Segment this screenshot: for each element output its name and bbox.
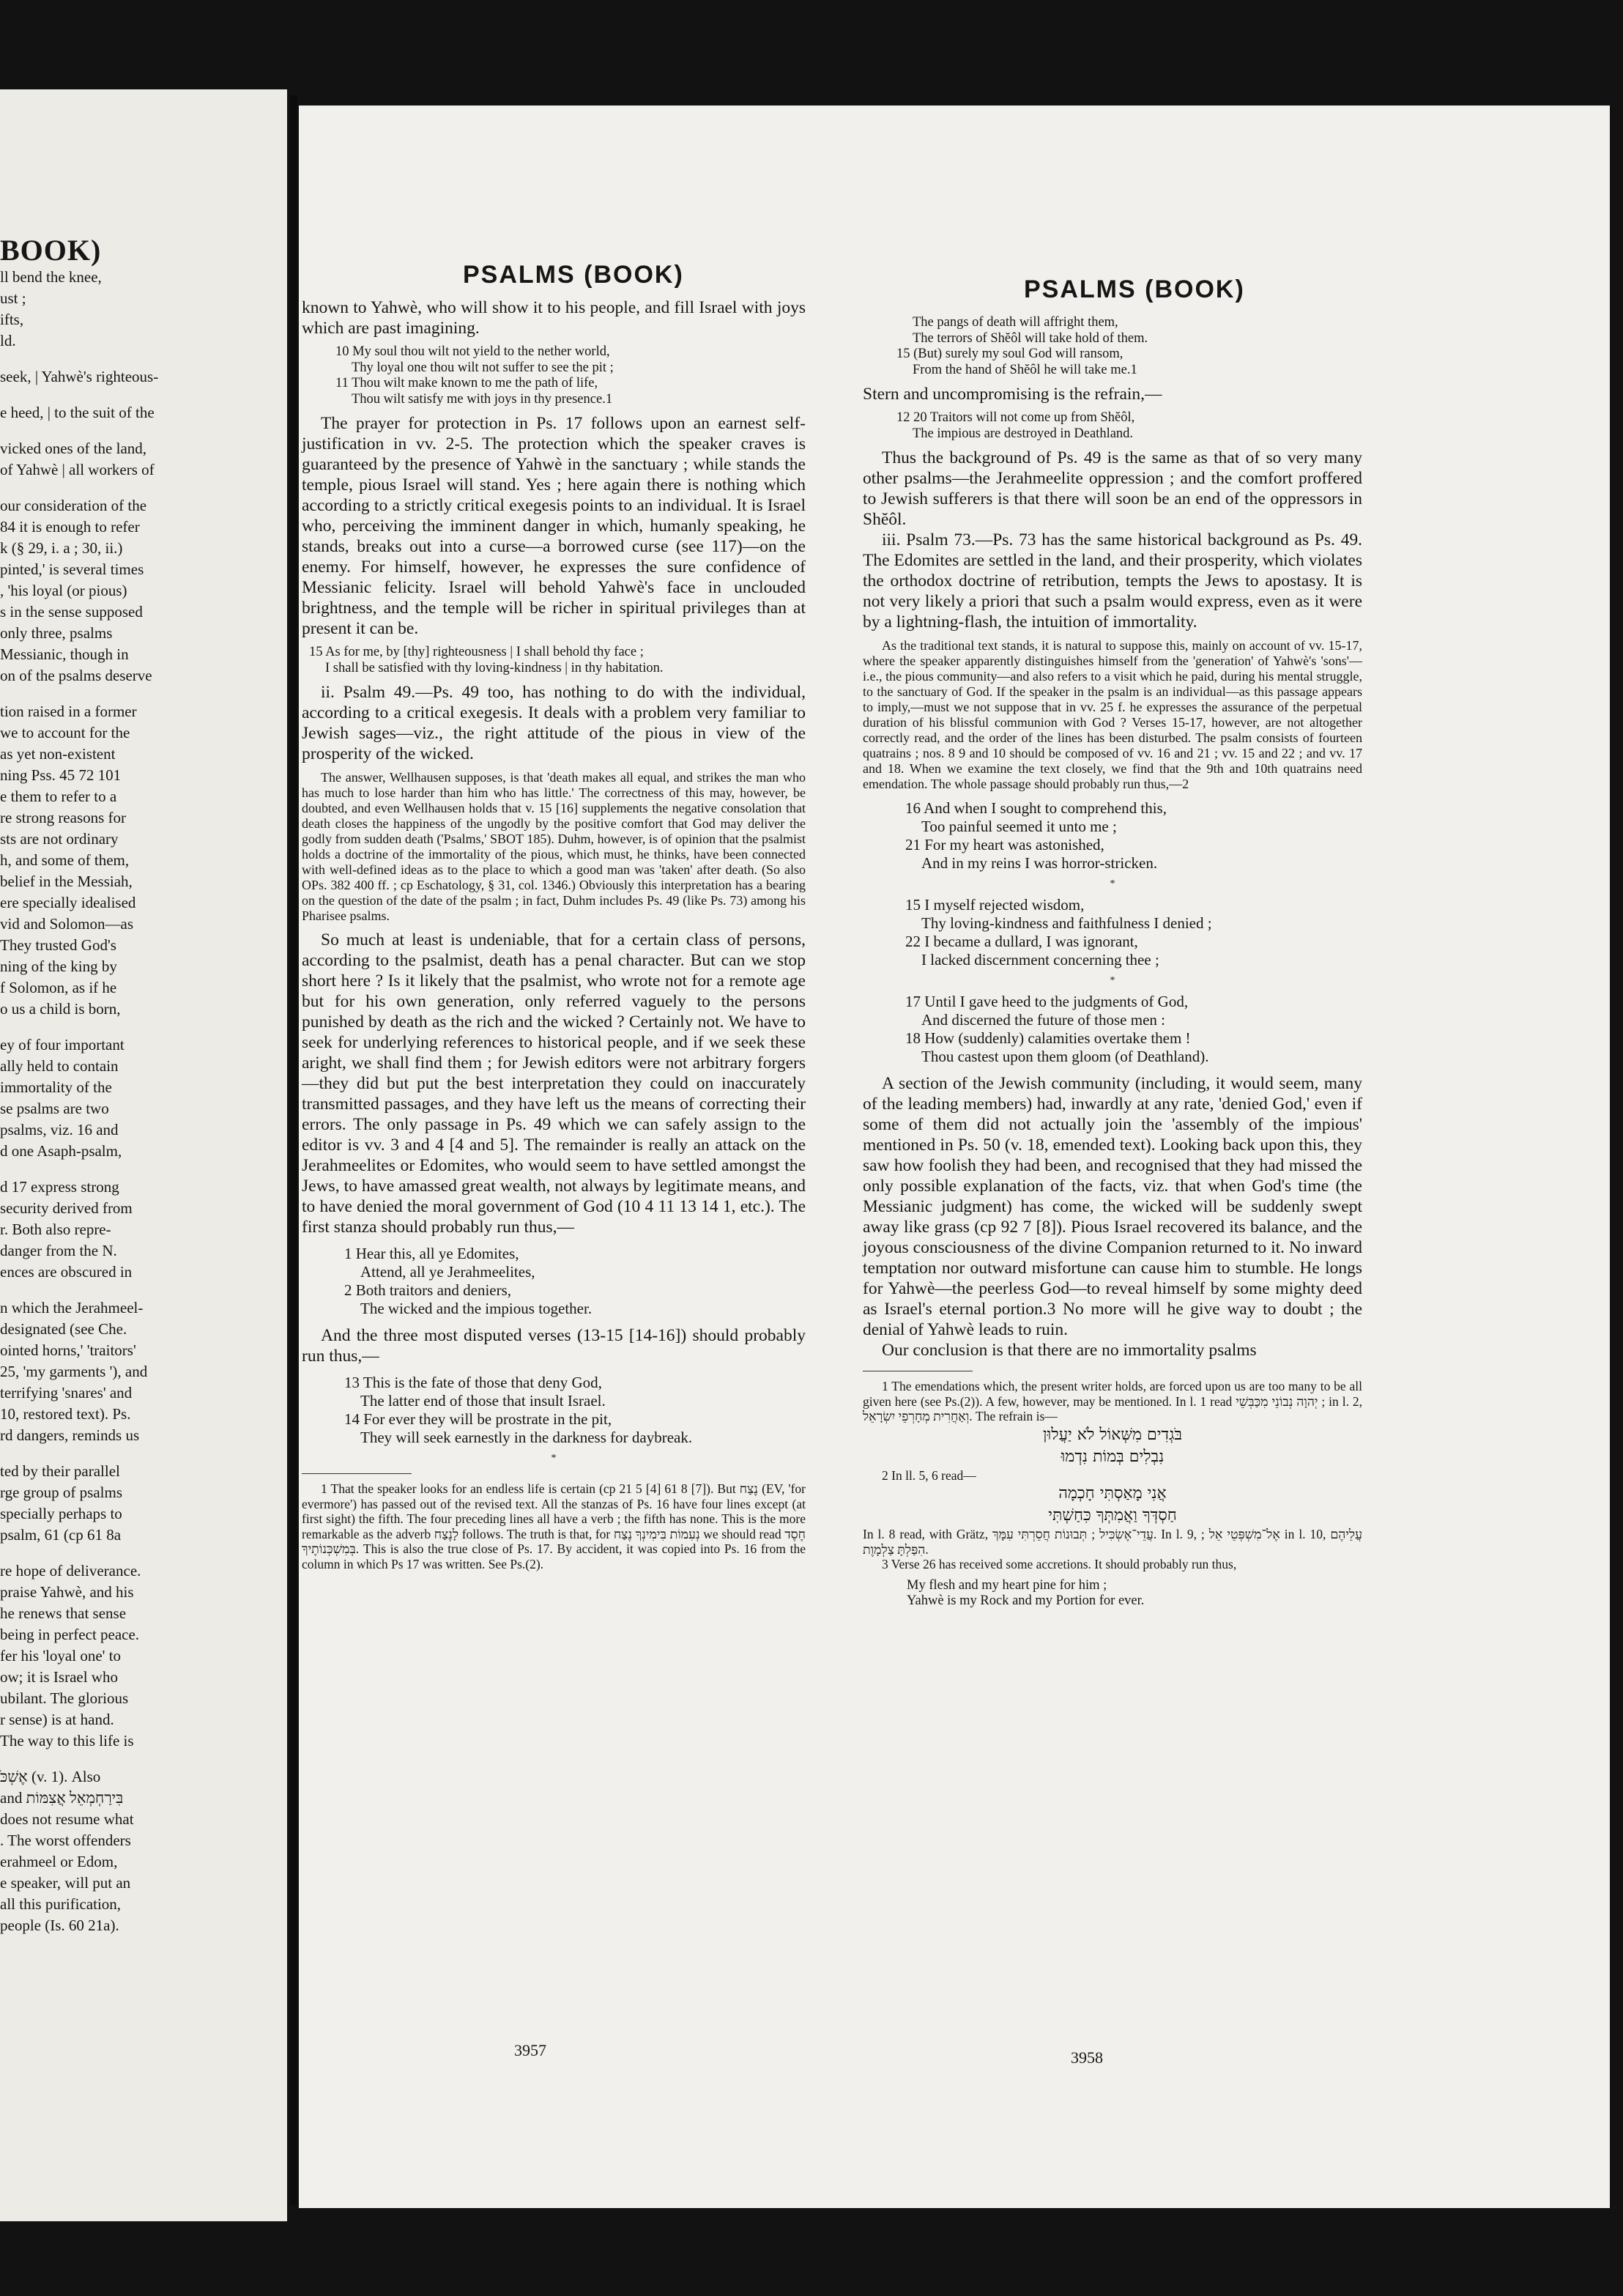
left-page-line: ning Pss. 45 72 101: [0, 766, 122, 784]
col1-paragraph-4: And the three most disputed verses (13-15 [14-16]) should probably run thus,—: [302, 1326, 806, 1366]
col1-verse-2: [302, 645, 806, 676]
verse-line: Too painful seemed it unto me ;: [921, 818, 1117, 835]
left-page-line: danger from the N.: [0, 1242, 117, 1259]
left-page-line: sts are not ordinary: [0, 830, 119, 848]
col1-paragraph-2: ii. Psalm 49.—Ps. 49 too, has nothing to do with the individual, according to a critical exegesis. It deals with a problem very familiar to Jewish sages—viz., the right attitude of the pious in view of the prosperity of the wicked.: [302, 683, 806, 763]
verse-line: 14 For ever they will be prostrate in the pit,: [344, 1410, 612, 1428]
col2-line-1: Stern and uncompromising is the refrain,—: [863, 385, 1162, 404]
verse-line: 2 Both traitors and deniers,: [344, 1281, 512, 1299]
verse-line: I shall be satisfied with thy loving-kindness | in thy habitation.: [325, 660, 664, 675]
left-page-line: praise Yahwè, and his: [0, 1583, 134, 1601]
left-page-line: Messianic, though in: [0, 645, 129, 663]
line-gap: [0, 423, 287, 438]
left-page-line: ll bend the knee,: [0, 268, 102, 286]
col2-footnote-verse: [863, 1578, 1362, 1610]
left-page-line: and בִּירַחְמְאֵל אֲצִמּוֹת: [0, 1789, 124, 1807]
col2-paragraph-3: A section of the Jewish community (including, it would seem, many of the leading members) had, inwardly at any rate, 'denied God,' even if some of them did not actually join the 'assembly of the impious' mentioned in Ps. 50 (v. 18, emended text). Looking back upon this, they saw how foolish they had been, and recognised that they had missed the only possible explanation of the facts, viz. that when God's time (the Messianic judgment) has come, the wicked will be suddenly swept away like grass (cp 92 7 [8]). Pious Israel recovered its balance, and the joyous consciousness of the divine Companion returned to it. No inward temptation nor outward misfortune can cause him to stumble. He longs for Yahwè—the peerless God—to reveal himself by some mighty deed as Israel's eternal portion.3 No more will he give way to doubt ; the denial of Yahwè leads to ruin.: [863, 1074, 1362, 1339]
verse-line: 22 I became a dullard, I was ignorant,: [905, 933, 1138, 950]
hebrew-line: נִבְלִים בְּמוֹת נִדְמוּ: [1061, 1447, 1165, 1466]
left-page-line: of Yahwè | all workers of: [0, 461, 155, 478]
left-page-line: 10, restored text). Ps.: [0, 1405, 131, 1423]
left-page-line: vid and Solomon—as: [0, 915, 133, 933]
col2-verse-2: [863, 410, 1362, 442]
left-page-line: designated (see Che.: [0, 1320, 127, 1338]
column-2-title: PSALMS (BOOK): [1024, 275, 1245, 303]
page-gutter: [290, 95, 297, 2205]
col1-intro: known to Yahwè, who will show it to his people, and fill Israel with joys which are past imagining.: [302, 298, 806, 338]
left-page-line: d one Asaph-psalm,: [0, 1142, 122, 1160]
left-page-line: vicked ones of the land,: [0, 440, 147, 457]
verse-line: Thou wilt satisfy me with joys in thy presence.1: [352, 391, 613, 407]
left-page-line: k (§ 29, i. a ; 30, ii.): [0, 539, 123, 557]
left-page-line: rd dangers, reminds us: [0, 1426, 140, 1444]
line-gap: [0, 1546, 287, 1560]
left-page-line: ld.: [0, 332, 16, 349]
col2-footnote-3: In l. 8 read, with Grätz, עֲדֵי־אֶשְׂכִּיל ; תְּבוּנוֹת חֲסֵרְתִּי עִמָּךְ. In l. 9, ; אֶל־מִשְׁפְּטֵי אֵל in l. 10, עֲלֵיהֶם הִפַּלְתָּ צַלְמָוֶת.: [863, 1527, 1362, 1557]
left-page-line: he renews that sense: [0, 1604, 127, 1622]
left-page-line: people (Is. 60 21a).: [0, 1917, 119, 1934]
left-page-line: tion raised in a former: [0, 703, 137, 720]
left-page-line: re hope of deliverance.: [0, 1562, 141, 1580]
col2-verse-4: [905, 896, 1362, 969]
verse-line: Attend, all ye Jerahmeelites,: [360, 1263, 535, 1281]
hebrew-line: אֲנִי מָאַסְתִּי חָכְמָה: [1058, 1484, 1167, 1503]
col2-paragraph-1: Thus the background of Ps. 49 is the same as that of so very many other psalms—the Jerahmeelite oppression ; and the comfort proffered to Jewish sufferers is that there will soon be an end of the oppressors in Shĕôl.: [863, 448, 1362, 529]
verse-line: Thy loving-kindness and faithfulness I denied ;: [921, 914, 1212, 932]
section-star: *: [1110, 975, 1115, 986]
line-gap: [0, 352, 287, 366]
col1-footnote: 1 That the speaker looks for an endless life is certain (cp 21 5 [4] 61 8 [7]). But נֶצַח (EV, 'for evermore') has passed out of the revised text. All the stanzas of Ps. 16 have four lines except (at first sight) the fifth. The four preceding lines all have a verb ; the fifth has none. This is the more remarkable as the adverb לָנֶצַח follows. The truth is that, for נְעִמוֹת בִּימִינְךָ נֶצַח we should read חֶסֶד בְּמִשְׁכְּנוֹתֶיךָ. This is also the true close of Ps. 17. By accident, it was copied into Ps. 16 from the column in which Ps 17 was written. See Ps.(2).: [302, 1481, 806, 1571]
line-gap: [0, 1446, 287, 1461]
left-page-line: d 17 express strong: [0, 1178, 119, 1196]
line-gap: [0, 686, 287, 701]
left-page-line: s in the sense supposed: [0, 603, 143, 621]
left-page-line: 25, 'my garments '), and: [0, 1363, 148, 1380]
hebrew-line: חַסְדְּךָ וַאֲמִתְּךָ כִּחַשְׁתִּי: [1048, 1506, 1177, 1525]
left-page-text: [0, 267, 287, 1936]
line-gap: [0, 1283, 287, 1297]
left-page-line: fer his 'loyal one' to: [0, 1647, 122, 1664]
page-number-right: 3958: [1071, 2048, 1103, 2067]
verse-line: 11 Thou wilt make known to me the path of life,: [335, 376, 598, 390]
verse-line: 16 And when I sought to comprehend this,: [905, 799, 1167, 817]
left-page-line: ubilant. The glorious: [0, 1689, 129, 1707]
verse-line: The latter end of those that insult Israel.: [360, 1392, 606, 1410]
left-page-line: does not resume what: [0, 1810, 134, 1828]
column-1: [302, 297, 806, 1571]
verse-line: 15 As for me, by [thy] righteousness | I shall behold thy face ;: [309, 645, 644, 659]
line-gap: [0, 481, 287, 495]
left-page-line: r. Both also repre-: [0, 1221, 111, 1238]
left-page-line: psalm, 61 (cp 61 8a: [0, 1526, 122, 1544]
col1-verse-4: [344, 1374, 806, 1447]
section-star: *: [551, 1453, 557, 1464]
left-page-line: only three, psalms: [0, 624, 113, 642]
verse-line: 17 Until I gave heed to the judgments of God,: [905, 993, 1189, 1010]
verse-line: The impious are destroyed in Deathland.: [913, 426, 1134, 441]
col2-verse-1: [863, 315, 1362, 378]
verse-line: 15 I myself rejected wisdom,: [905, 896, 1085, 914]
col2-paragraph-2: iii. Psalm 73.—Ps. 73 has the same historical background as Ps. 49. The Edomites are settled in the land, and their prosperity, which violates the orthodox doctrine of retribution, tempts the Jews to apostasy. It is not very likely a priori that such a psalm would express, even as it were by a lightning-flash, the intuition of immortality.: [863, 530, 1362, 632]
verse-line: Thou castest upon them gloom (of Deathland).: [921, 1048, 1209, 1065]
left-page-line: all this purification,: [0, 1895, 122, 1913]
left-page-line: pinted,' is several times: [0, 560, 144, 578]
col1-paragraph-3: So much at least is undeniable, that for a certain class of persons, according to the psalmist, death has a penal character. But can we stop short here ? Is it likely that the psalmist, who wrote not for a remote age but for his own generation, only referred vaguely to the persons punished by death as the rich and the wicked ? Certainly not. We have to seek for underlying references to historical people, and if we seek these aright, we shall find them ; for Jewish editors were not arbitrary forgers—they did but put the best interpretation they could on inaccurately transmitted passages, and they have left us the means of correcting their errors. The only passage in Ps. 49 which we can safely assign to the editor is vv. 3 and 4 [4 and 5]. The remainder is really an attack on the Jerahmeelites or Edomites, who would seem to have settled amongst the Jews, to have amassed great wealth, not always by legitimate means, and to have denied the moral government of God (10 4 11 13 14 1, etc.). The first stanza should probably run thus,—: [302, 930, 806, 1237]
verse-line: They will seek earnestly in the darkness for daybreak.: [360, 1429, 693, 1446]
line-gap: [0, 1162, 287, 1177]
verse-line: The pangs of death will affright them,: [913, 315, 1118, 330]
left-page-line: r sense) is at hand.: [0, 1711, 114, 1728]
line-gap: [0, 388, 287, 402]
verse-line: Thy loyal one thou wilt not suffer to see the pit ;: [352, 360, 614, 375]
left-page-line: ey of four important: [0, 1036, 125, 1053]
verse-line: 12 20 Traitors will not come up from Shĕôl,: [896, 410, 1135, 425]
left-page-line: e speaker, will put an: [0, 1874, 131, 1892]
footnote-rule: [302, 1473, 412, 1474]
left-page-line: ifts,: [0, 311, 24, 328]
verse-line: Yahwè is my Rock and my Portion for ever.: [907, 1593, 1145, 1608]
left-page-line: ere specially idealised: [0, 894, 136, 911]
verse-line: The terrors of Shĕôl will take hold of them.: [913, 330, 1148, 346]
col2-footnote-2: 2 In ll. 5, 6 read—: [882, 1467, 976, 1483]
verse-line: 15 (But) surely my soul God will ransom,: [896, 347, 1124, 361]
left-page-line: ences are obscured in: [0, 1263, 133, 1281]
left-page-line: The way to this life is: [0, 1732, 134, 1749]
left-page-line: specially perhaps to: [0, 1505, 122, 1522]
left-page-line: , 'his loyal (or pious): [0, 582, 127, 599]
col1-verse-3: [344, 1245, 806, 1318]
col2-verse-5: [905, 993, 1362, 1066]
hebrew-line: בֹּגְדִים מִשְּׁאוֹל לֹא יַעֲלוּן: [1043, 1425, 1182, 1444]
col2-paragraph-4: Our conclusion is that there are no immortality psalms: [882, 1341, 1257, 1360]
section-star: *: [1110, 878, 1115, 889]
left-page-line: . The worst offenders: [0, 1832, 131, 1849]
line-gap: [0, 1752, 287, 1766]
col1-small-paragraph: The answer, Wellhausen supposes, is that 'death makes all equal, and strikes the man who has much to lose harder than him who has little.' The correctness of this may, however, be doubted, and even Wellhausen holds that v. 15 [16] supplements the negative consolation that death closes the happiness of the ungodly by the positive comfort that God may deliver the godly from sudden death ('Psalms,' SBOT 185). Duhm, however, is of opinion that the psalmist holds a doctrine of the immortality of the pious, which must, he thinks, have been connected with well-defined ideas as to the place to which a good man was 'taken' after death. (So also OPs. 382 400 ff. ; cp Eschatology, § 31, col. 1346.) Obviously this interpretation has a bearing on the question of the date of the psalm ; in fact, Duhm includes Ps. 49 (like Ps. 73) among his Pharisee psalms.: [302, 770, 806, 923]
left-page-line: seek, | Yahwè's righteous-: [0, 368, 159, 385]
left-page-line: immortality of the: [0, 1078, 112, 1096]
verse-line: 13 This is the fate of those that deny God,: [344, 1374, 602, 1391]
verse-line: 21 For my heart was astonished,: [905, 836, 1104, 853]
verse-line: The wicked and the impious together.: [360, 1300, 593, 1317]
col2-small-paragraph: As the traditional text stands, it is natural to suppose this, mainly on account of vv. 15-17, where the speaker apparently distinguishes himself from the 'generation' of Yahwè's 'sons'—i.e., the pious community—and also refers to a visit which he paid, during his mental struggle, to the sanctuary of God. If the speaker in the psalm is an individual—as this passage appears to imply,—must we not suppose that in vv. 25 f. he expresses the assurance of the perpetual duration of his blissful communion with God ? Verses 15-17, however, are not altogether correctly read, and the order of the lines has been disturbed. The psalm consists of fourteen quatrains ; nos. 8 9 and 10 should be composed of vv. 16 and 21 ; vv. 15 and 22 ; and vv. 17 and 18. When we examine the text closely, we find that the 9th and 10th quatrains need emendation. The whole passage should probably run thus,—2: [863, 638, 1362, 791]
left-page-line: we to account for the: [0, 724, 130, 741]
left-page-line: ointed horns,' 'traitors': [0, 1341, 136, 1359]
left-page-line: on of the psalms deserve: [0, 667, 152, 684]
line-gap: [0, 1020, 287, 1034]
left-page-line: ning of the king by: [0, 958, 117, 975]
left-page-line: terrifying 'snares' and: [0, 1384, 133, 1401]
left-page-line: h, and some of them,: [0, 851, 130, 869]
left-page-line: psalms, viz. 16 and: [0, 1121, 119, 1138]
left-page-line: security derived from: [0, 1199, 133, 1217]
left-page-line: belief in the Messiah,: [0, 873, 133, 890]
left-page-line: being in perfect peace.: [0, 1626, 140, 1643]
left-page-heading: BOOK): [0, 234, 102, 267]
left-page-line: 84 it is enough to refer: [0, 518, 140, 536]
left-page-line: our consideration of the: [0, 497, 147, 514]
page-number-left: 3957: [514, 2041, 546, 2059]
left-page-line: e heed, | to the suit of the: [0, 404, 155, 421]
verse-line: I lacked discernment concerning thee ;: [921, 951, 1159, 969]
verse-line: From the hand of Shĕôl he will take me.1: [913, 362, 1137, 377]
col2-verse-3: [905, 799, 1362, 873]
left-page-line: se psalms are two: [0, 1100, 109, 1117]
col1-paragraph-1: The prayer for protection in Ps. 17 follows upon an earnest self-justification in vv. 2-5. The protection which the speaker craves is guaranteed by the presence of Yahwè in the sanctuary ; while stands the temple, pious Israel will stand. Yes ; here again there is nothing which according to a strictly critical exegesis points to an individual. It is Israel who, perceiving the imminent danger in which, humanly speaking, he stands, breaks out into a curse—a borrowed curse (see 117)—on the enemy. For himself, however, he expresses the sure confidence of Messianic felicity. Israel will behold Yahwè's face in unclouded brightness, and the temple will be richer in spiritual privileges than at present it can be.: [302, 414, 806, 638]
verse-line: 18 How (suddenly) calamities overtake them !: [905, 1029, 1191, 1047]
column-2: [863, 312, 1362, 1615]
left-page-line: re strong reasons for: [0, 809, 127, 826]
left-page-line: f Solomon, as if he: [0, 979, 117, 996]
verse-line: And in my reins I was horror-stricken.: [921, 854, 1158, 872]
verse-line: And discerned the future of those men :: [921, 1011, 1165, 1029]
left-page-line: ted by their parallel: [0, 1462, 120, 1480]
left-page-fragment: [0, 89, 287, 2221]
left-page-line: as yet non-existent: [0, 745, 116, 763]
column-1-title: PSALMS (BOOK): [463, 261, 684, 289]
left-page-line: ally held to contain: [0, 1057, 119, 1075]
left-page-line: n which the Jerahmeel-: [0, 1299, 144, 1317]
verse-line: 1 Hear this, all ye Edomites,: [344, 1245, 519, 1262]
left-page-line: e them to refer to a: [0, 788, 117, 805]
left-page-line: erahmeel or Edom,: [0, 1853, 118, 1870]
verse-line: 10 My soul thou wilt not yield to the nether world,: [335, 344, 610, 359]
left-page-line: o us a child is born,: [0, 1000, 121, 1018]
left-page-line: ust ;: [0, 289, 26, 307]
left-page-line: rge group of psalms: [0, 1484, 123, 1501]
verse-line: My flesh and my heart pine for him ;: [907, 1577, 1107, 1593]
col1-verse-1: [302, 344, 806, 407]
left-page-line: אֶשְׁכֹּ (v. 1). Also: [0, 1768, 101, 1785]
col2-footnote-4: 3 Verse 26 has received some accretions. It should probably run thus,: [882, 1557, 1237, 1571]
left-page-line: They trusted God's: [0, 936, 116, 954]
left-page-line: ow; it is Israel who: [0, 1668, 118, 1686]
col2-footnote-1: 1 The emendations which, the present writer holds, are forced upon us are too many to be all given here (see Ps.(2)). A few, however, may be mentioned. In l. 1 read יְהוָה נְבוֹנֵי מִכַּבְּשֵׁי ; in l. 2, וְאַחֲרִית מְחָרְפֵי יִשְׂרָאֵל. The refrain is—: [863, 1379, 1362, 1423]
